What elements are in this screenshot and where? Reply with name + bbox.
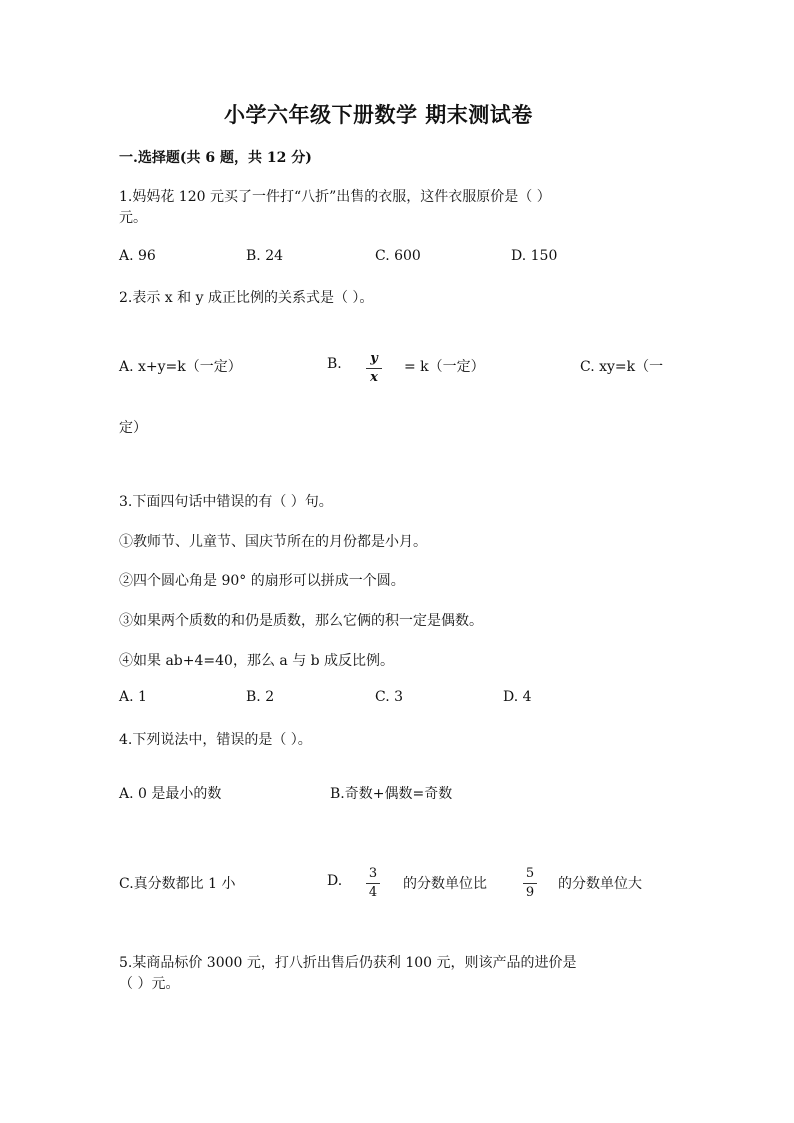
question-2-option-b-fraction: [366, 352, 382, 385]
question-2-stem: 2.表示 x 和 y 成正比例的关系式是（ ）。: [119, 290, 374, 306]
page-title: 小学六年级下册数学 期末测试卷: [224, 102, 533, 127]
question-4-option-a: A. 0 是最小的数: [119, 786, 222, 802]
question-4-option-d-fraction-1: [366, 867, 380, 900]
question-1-option-b: B. 24: [246, 248, 284, 264]
fraction-bar: [366, 368, 382, 369]
question-1-option-c: C. 600: [375, 248, 421, 264]
question-5-stem-line1: 5.某商品标价 3000 元，打八折出售后仍获利 100 元，则该产品的进价是: [119, 955, 577, 971]
question-2-option-a: A. x+y=k（一定）: [119, 359, 242, 375]
question-4-stem: 4.下列说法中，错误的是（ ）。: [119, 732, 312, 748]
question-4-option-d-text: 的分数单位比: [403, 876, 487, 892]
question-1-stem-line2: 元。: [119, 210, 147, 226]
fraction-bar: [366, 883, 380, 884]
section-heading-choice: 一.选择题(共 6 题，共 12 分): [119, 150, 312, 166]
fraction-denominator: 4: [368, 885, 378, 900]
question-3-statement-2: ②四个圆心角是 90° 的扇形可以拼成一个圆。: [119, 573, 405, 589]
question-4-option-b: B.奇数+偶数=奇数: [330, 786, 453, 802]
fraction-numerator: y: [370, 351, 378, 366]
question-3-stem: 3.下面四句话中错误的有（ ）句。: [119, 494, 333, 510]
question-1-stem-line1: 1.妈妈花 120 元买了一件打“八折”出售的衣服，这件衣服原价是（ ）: [119, 189, 551, 205]
fraction-bar: [523, 883, 537, 884]
question-1-option-a: A. 96: [119, 248, 156, 264]
fraction-denominator: x: [370, 370, 378, 385]
fraction-denominator: 9: [525, 885, 535, 900]
question-4-option-d-suffix: 的分数单位大: [558, 876, 642, 892]
question-4-option-d-label: D.: [327, 873, 343, 889]
question-3-option-b: B. 2: [246, 689, 275, 705]
question-1-option-d: D. 150: [511, 248, 558, 264]
fraction-numerator: 5: [525, 866, 535, 881]
fraction-numerator: 3: [368, 866, 378, 881]
question-2-option-c-continued: 定）: [119, 420, 147, 436]
question-3-statement-4: ④如果 ab+4=40，那么 a 与 b 成反比例。: [119, 653, 395, 669]
question-5-stem-line2: （ ）元。: [119, 976, 180, 992]
question-2-option-b-text: = k（一定）: [404, 359, 485, 375]
question-3-statement-3: ③如果两个质数的和仍是质数，那么它俩的积一定是偶数。: [119, 613, 483, 629]
question-3-option-c: C. 3: [375, 689, 404, 705]
question-4-option-d-fraction-2: [523, 867, 537, 900]
question-3-option-a: A. 1: [119, 689, 147, 705]
question-3-option-d: D. 4: [503, 689, 532, 705]
question-2-option-c: C. xy=k（一: [580, 359, 664, 375]
question-4-option-c: C.真分数都比 1 小: [119, 876, 236, 892]
question-3-statement-1: ①教师节、儿童节、国庆节所在的月份都是小月。: [119, 534, 427, 550]
question-2-option-b-label: B.: [327, 356, 342, 372]
